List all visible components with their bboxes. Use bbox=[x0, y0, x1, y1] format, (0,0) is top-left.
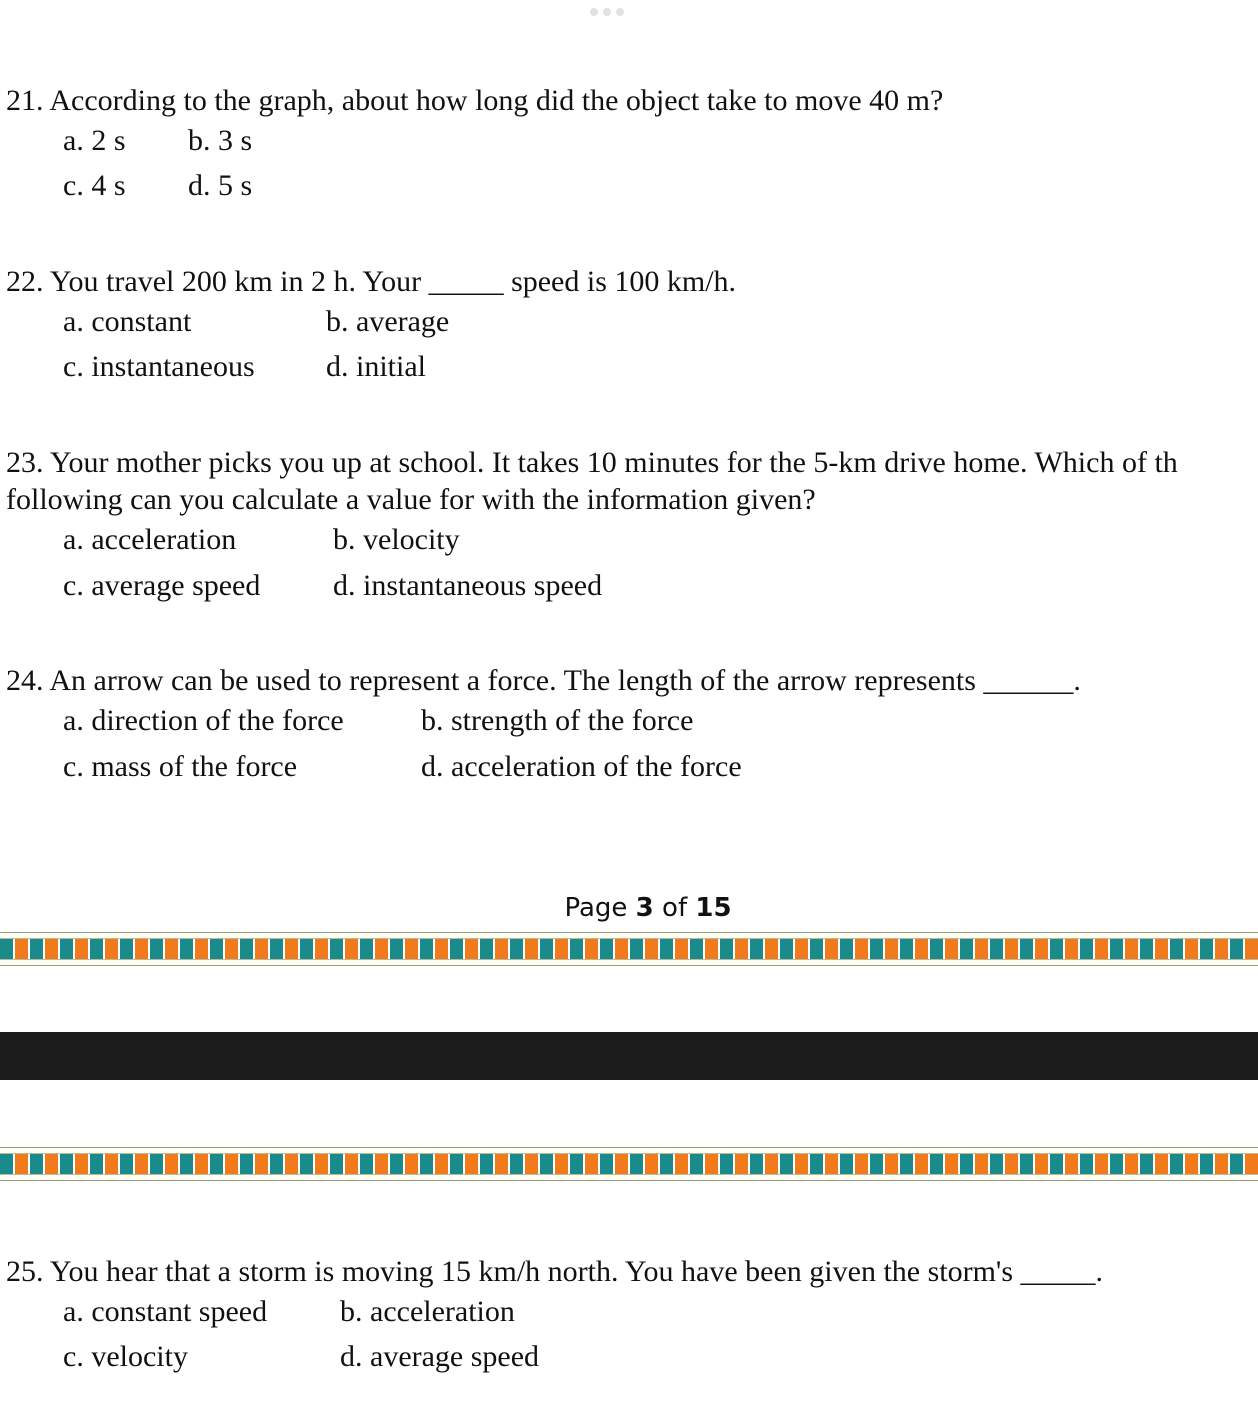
option-c: c. instantaneous bbox=[63, 350, 255, 383]
option-c: c. mass of the force bbox=[63, 750, 298, 783]
question-21 bbox=[6, 82, 1258, 119]
question-23-line-2 bbox=[6, 481, 1258, 518]
window-drag-handle[interactable] bbox=[590, 8, 630, 18]
question-25 bbox=[6, 1253, 1258, 1290]
page-number: Page 3 of 15 bbox=[564, 893, 732, 923]
option-b: b. 3 s bbox=[188, 124, 253, 157]
option-d: d. 5 s bbox=[188, 169, 253, 202]
option-d: d. average speed bbox=[340, 1340, 540, 1373]
question-number: 24. bbox=[6, 664, 44, 697]
option-d: d. initial bbox=[326, 350, 426, 383]
question-number: 21. bbox=[6, 84, 44, 117]
question-stem: You travel 200 km in 2 h. Your bbox=[49, 265, 422, 298]
question-24 bbox=[6, 662, 1258, 699]
question-22 bbox=[6, 263, 1258, 300]
option-c: c. 4 s bbox=[63, 169, 126, 202]
question-stem-continued: following can you calculate a value for with the information given? bbox=[6, 483, 816, 516]
question-number: 25. bbox=[6, 1255, 44, 1288]
option-b: b. strength of the force bbox=[421, 704, 694, 737]
option-c: c. velocity bbox=[63, 1340, 188, 1373]
option-a: a. acceleration bbox=[63, 523, 237, 556]
decorative-border-top bbox=[0, 1147, 1258, 1181]
option-a: a. constant speed bbox=[63, 1295, 268, 1328]
question-stem: You hear that a storm is moving 15 km/h north. You have been given the storm's _____. bbox=[49, 1255, 1104, 1288]
option-a: a. 2 s bbox=[63, 124, 126, 157]
option-a: a. constant bbox=[63, 305, 192, 338]
question-number: 23. bbox=[6, 446, 44, 479]
question-stem: According to the graph, about how long did the object take to move 40 m? bbox=[49, 84, 944, 117]
question-stem: Your mother picks you up at school. It takes 10 minutes for the 5-km drive home. Which of th bbox=[49, 446, 1178, 479]
option-b: b. average bbox=[326, 305, 450, 338]
answer-blank: _____ bbox=[428, 265, 504, 298]
option-c: c. average speed bbox=[63, 569, 261, 602]
option-d: d. acceleration of the force bbox=[421, 750, 742, 783]
option-b: b. acceleration bbox=[340, 1295, 515, 1328]
question-stem: An arrow can be used to represent a force. The length of the arrow represents ______. bbox=[49, 664, 1081, 697]
question-23 bbox=[6, 444, 1258, 481]
option-b: b. velocity bbox=[333, 523, 460, 556]
decorative-border-bottom bbox=[0, 932, 1258, 966]
option-a: a. direction of the force bbox=[63, 704, 344, 737]
question-stem-end: speed is 100 km/h. bbox=[511, 265, 737, 298]
question-number: 22. bbox=[6, 265, 44, 298]
option-d: d. instantaneous speed bbox=[333, 569, 603, 602]
page-separator bbox=[0, 1032, 1258, 1080]
